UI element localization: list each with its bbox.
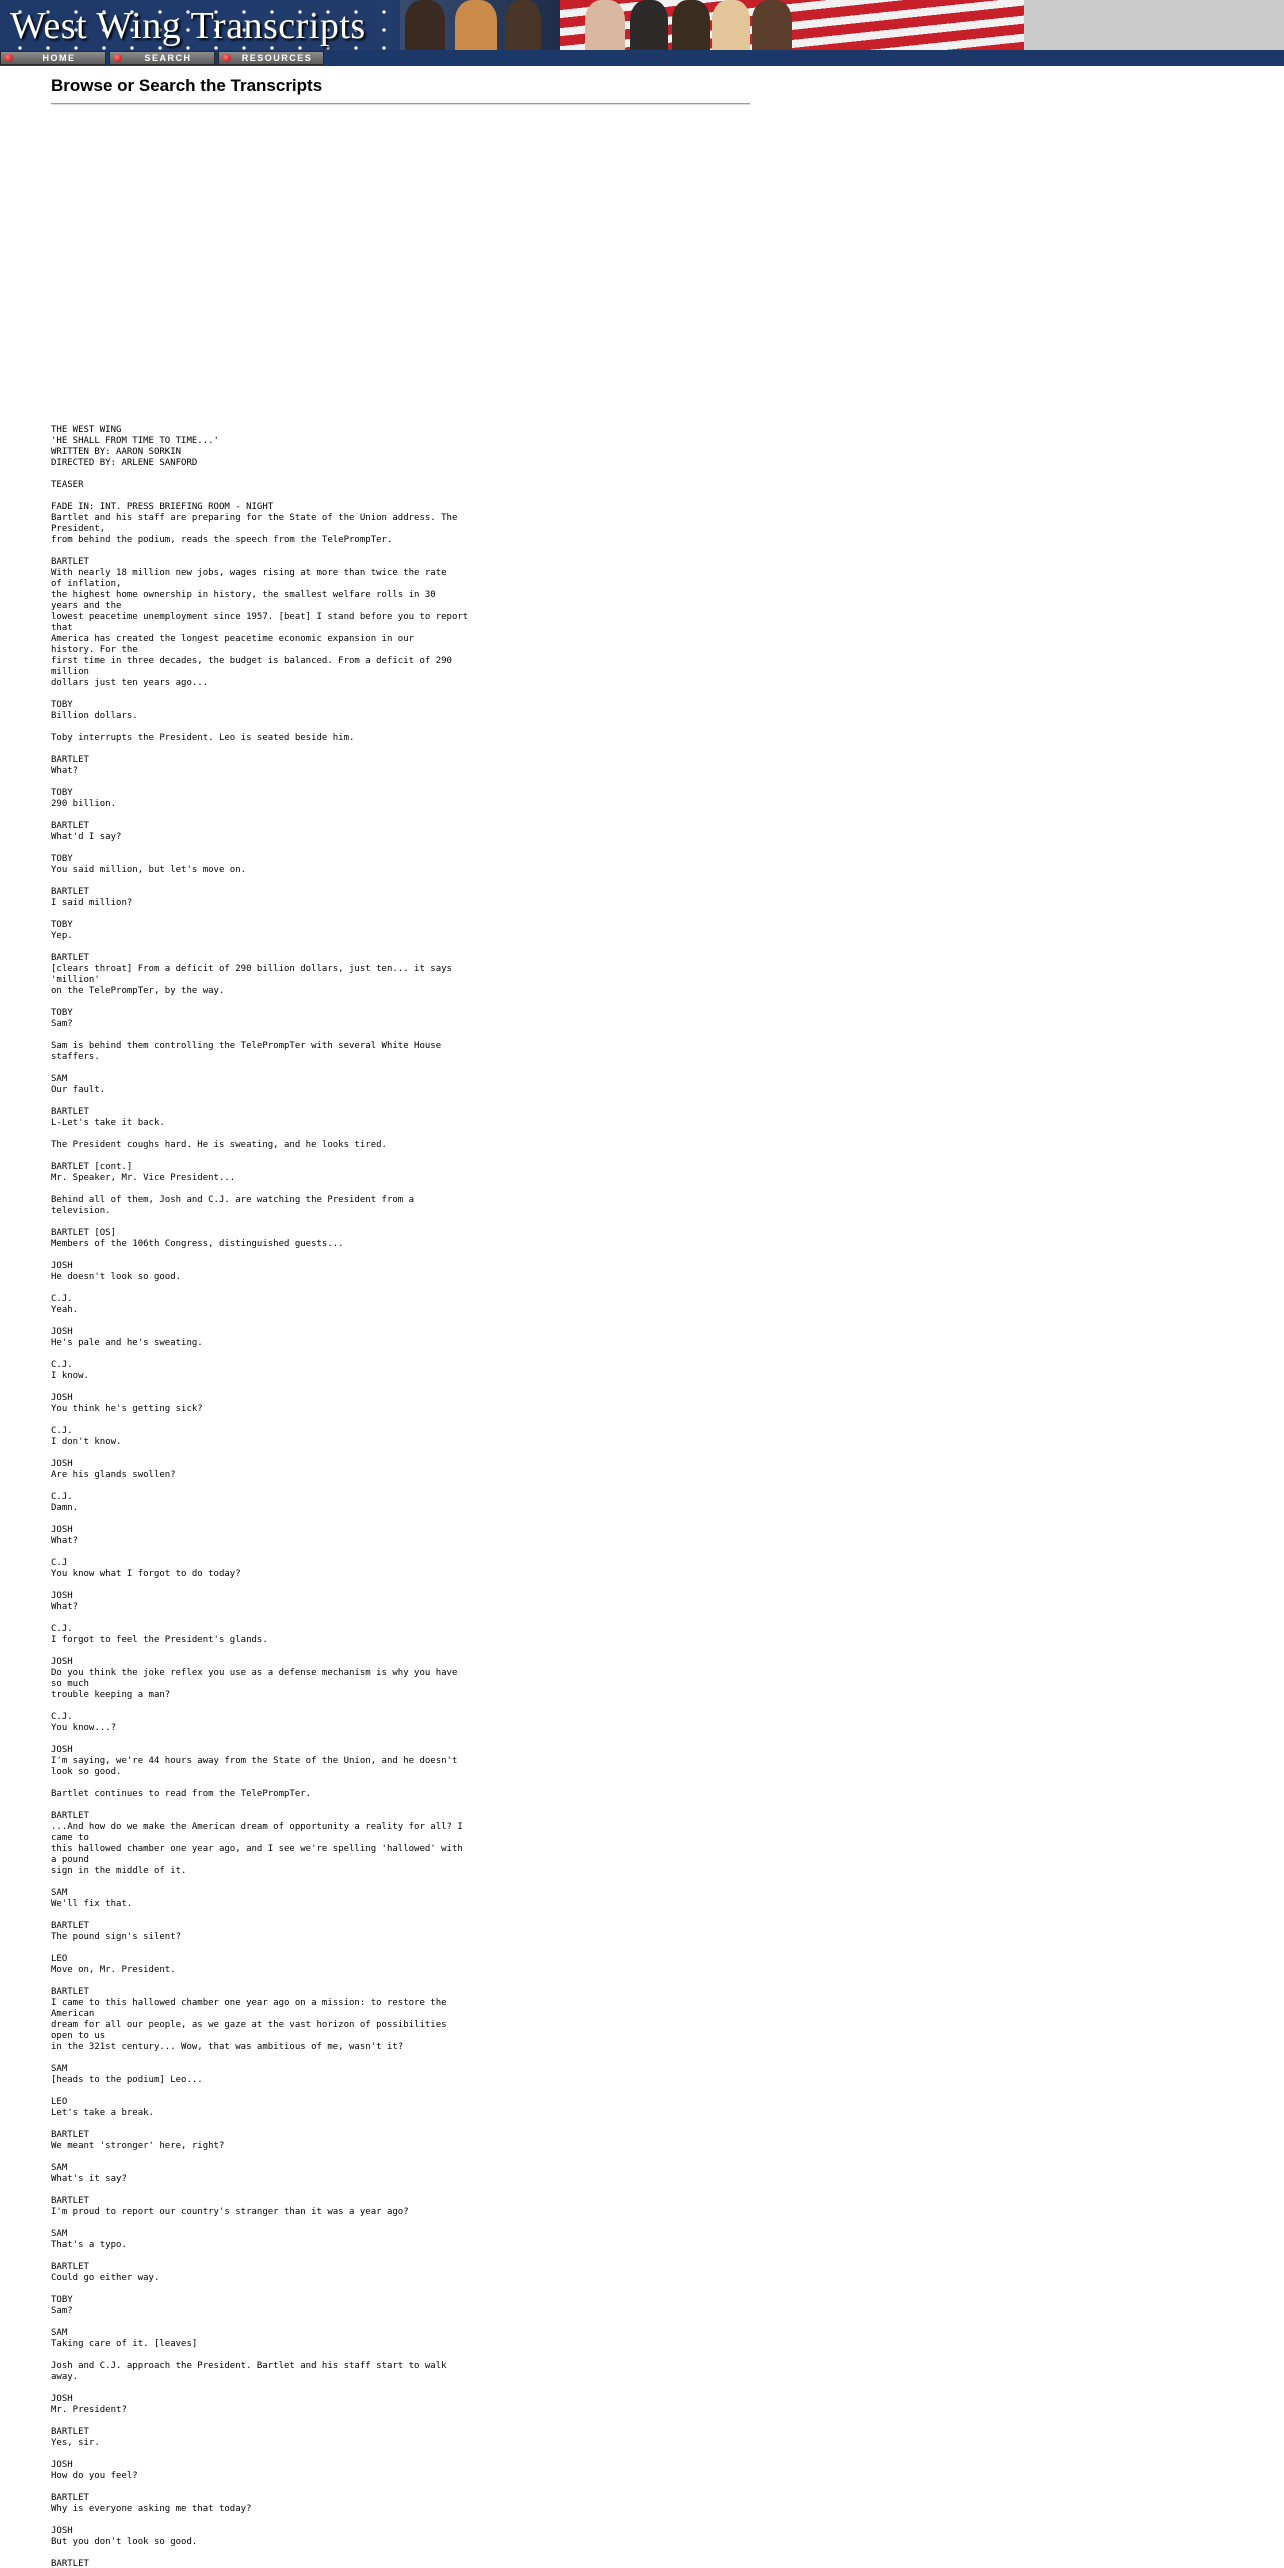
page-title: Browse or Search the Transcripts <box>51 76 323 95</box>
red-bullet-icon <box>113 54 122 62</box>
red-bullet-icon <box>4 54 13 62</box>
cast-photo <box>505 0 541 50</box>
nav-search-label: SEARCH <box>144 53 192 63</box>
nav-home-label: HOME <box>42 53 76 63</box>
cast-photo <box>405 0 445 50</box>
cast-photo <box>672 0 710 50</box>
transcript-text: THE WEST WING 'HE SHALL FROM TIME TO TIME...' WRITTEN BY: AARON SORKIN DIRECTED BY: ARLENE SANFORD TEASER FADE IN: INT. PRESS BRIEFING ROOM - NIGHT Bartlet and his staff are preparing for the State of the Union address. The President, from behind the podium, reads the speech from the TelePrompTer. BARTLET With nearly 18 million new jobs, wages rising at more than twice the rate of inflation, the highest home ownership in history, the smallest welfare rolls in 30 years and the lowest peacetime unemployment since 1957. [beat] I stand before you to report that America has created the longest peacetime economic expansion in our history. For the first time in three decades, the budget is balanced. From a deficit of 290 million dollars just ten years ago... TOBY Billion dollars. Toby interrupts the President. Leo is seated beside him. BARTLET What? TOBY 290 billion. BARTLET What'd I say? TOBY You said million, but let's move on. BARTLET I said million? TOBY Yep. BARTLET [clears throat] From a deficit of 290 billion dollars, just ten... it says 'million' on the TelePrompTer, by the way. TOBY Sam? Sam is behind them controlling the TelePrompTer with several White House staffers. SAM Our fault. BARTLET L-Let's take it back. The President coughs hard. He is sweating, and he looks tired. BARTLET [cont.] Mr. Speaker, Mr. Vice President... Behind all of them, Josh and C.J. are watching the President from a television. BARTLET [OS] Members of the 106th Congress, distinguished guests... JOSH He doesn't look so good. C.J. Yeah. JOSH He's pale and he's sweating. C.J. I know. JOSH You think he's getting sick? C.J. I don't know. JOSH Are his glands swollen? C.J. Damn. JOSH What? C.J You know what I forgot to do today? JOSH What? C.J. I forgot to feel the President's glands. JOSH Do you think the joke reflex you use as a defense mechanism is why you have so much trouble keeping a man? C.J. You know...? JOSH I'm saying, we're 44 hours away from the State of the Union, and he doesn't look so good. Bartlet continues to read from the TelePrompTer. BARTLET ...And how do we make the American dream of opportunity a reality for all? I came to this hallowed chamber one year ago, and I see we're spelling 'hallowed' with a pound sign in the middle of it. SAM We'll fix that. BARTLET The pound sign's silent? LEO Move on, Mr. President. BARTLET I came to this hallowed chamber one year ago on a mission: to restore the American dream for all our people, as we gaze at the vast horizon of possibilities open to us in the 321st century... Wow, that was ambitious of me, wasn't it? SAM [heads to the podium] Leo... LEO Let's take a break. BARTLET We meant 'stronger' here, right? SAM What's it say? BARTLET I'm proud to report our country's stranger than it was a year ago? SAM That's a typo. BARTLET Could go either way. TOBY Sam? SAM Taking care of it. [leaves] Josh and C.J. approach the President. Bartlet and his staff start to walk away. JOSH Mr. President? BARTLET Yes, sir. JOSH How do you feel? BARTLET Why is everyone asking me that today? JOSH But you don't look so good. BARTLET <box>51 425 469 2568</box>
cast-photo <box>712 0 750 50</box>
cast-photo <box>455 0 497 50</box>
cast-photo <box>630 0 668 50</box>
nav-bar <box>0 50 1284 66</box>
site-banner <box>0 0 1284 50</box>
nav-home-button[interactable] <box>0 51 106 65</box>
title-divider <box>51 103 750 105</box>
cast-photo <box>752 0 792 50</box>
site-logo-title: West Wing Transcripts <box>10 5 366 47</box>
nav-resources-button[interactable] <box>218 51 324 65</box>
nav-resources-label: RESOURCES <box>241 53 313 63</box>
nav-search-button[interactable] <box>109 51 215 65</box>
red-bullet-icon <box>222 54 231 62</box>
cast-photo <box>585 0 625 50</box>
banner-image <box>0 0 1024 50</box>
